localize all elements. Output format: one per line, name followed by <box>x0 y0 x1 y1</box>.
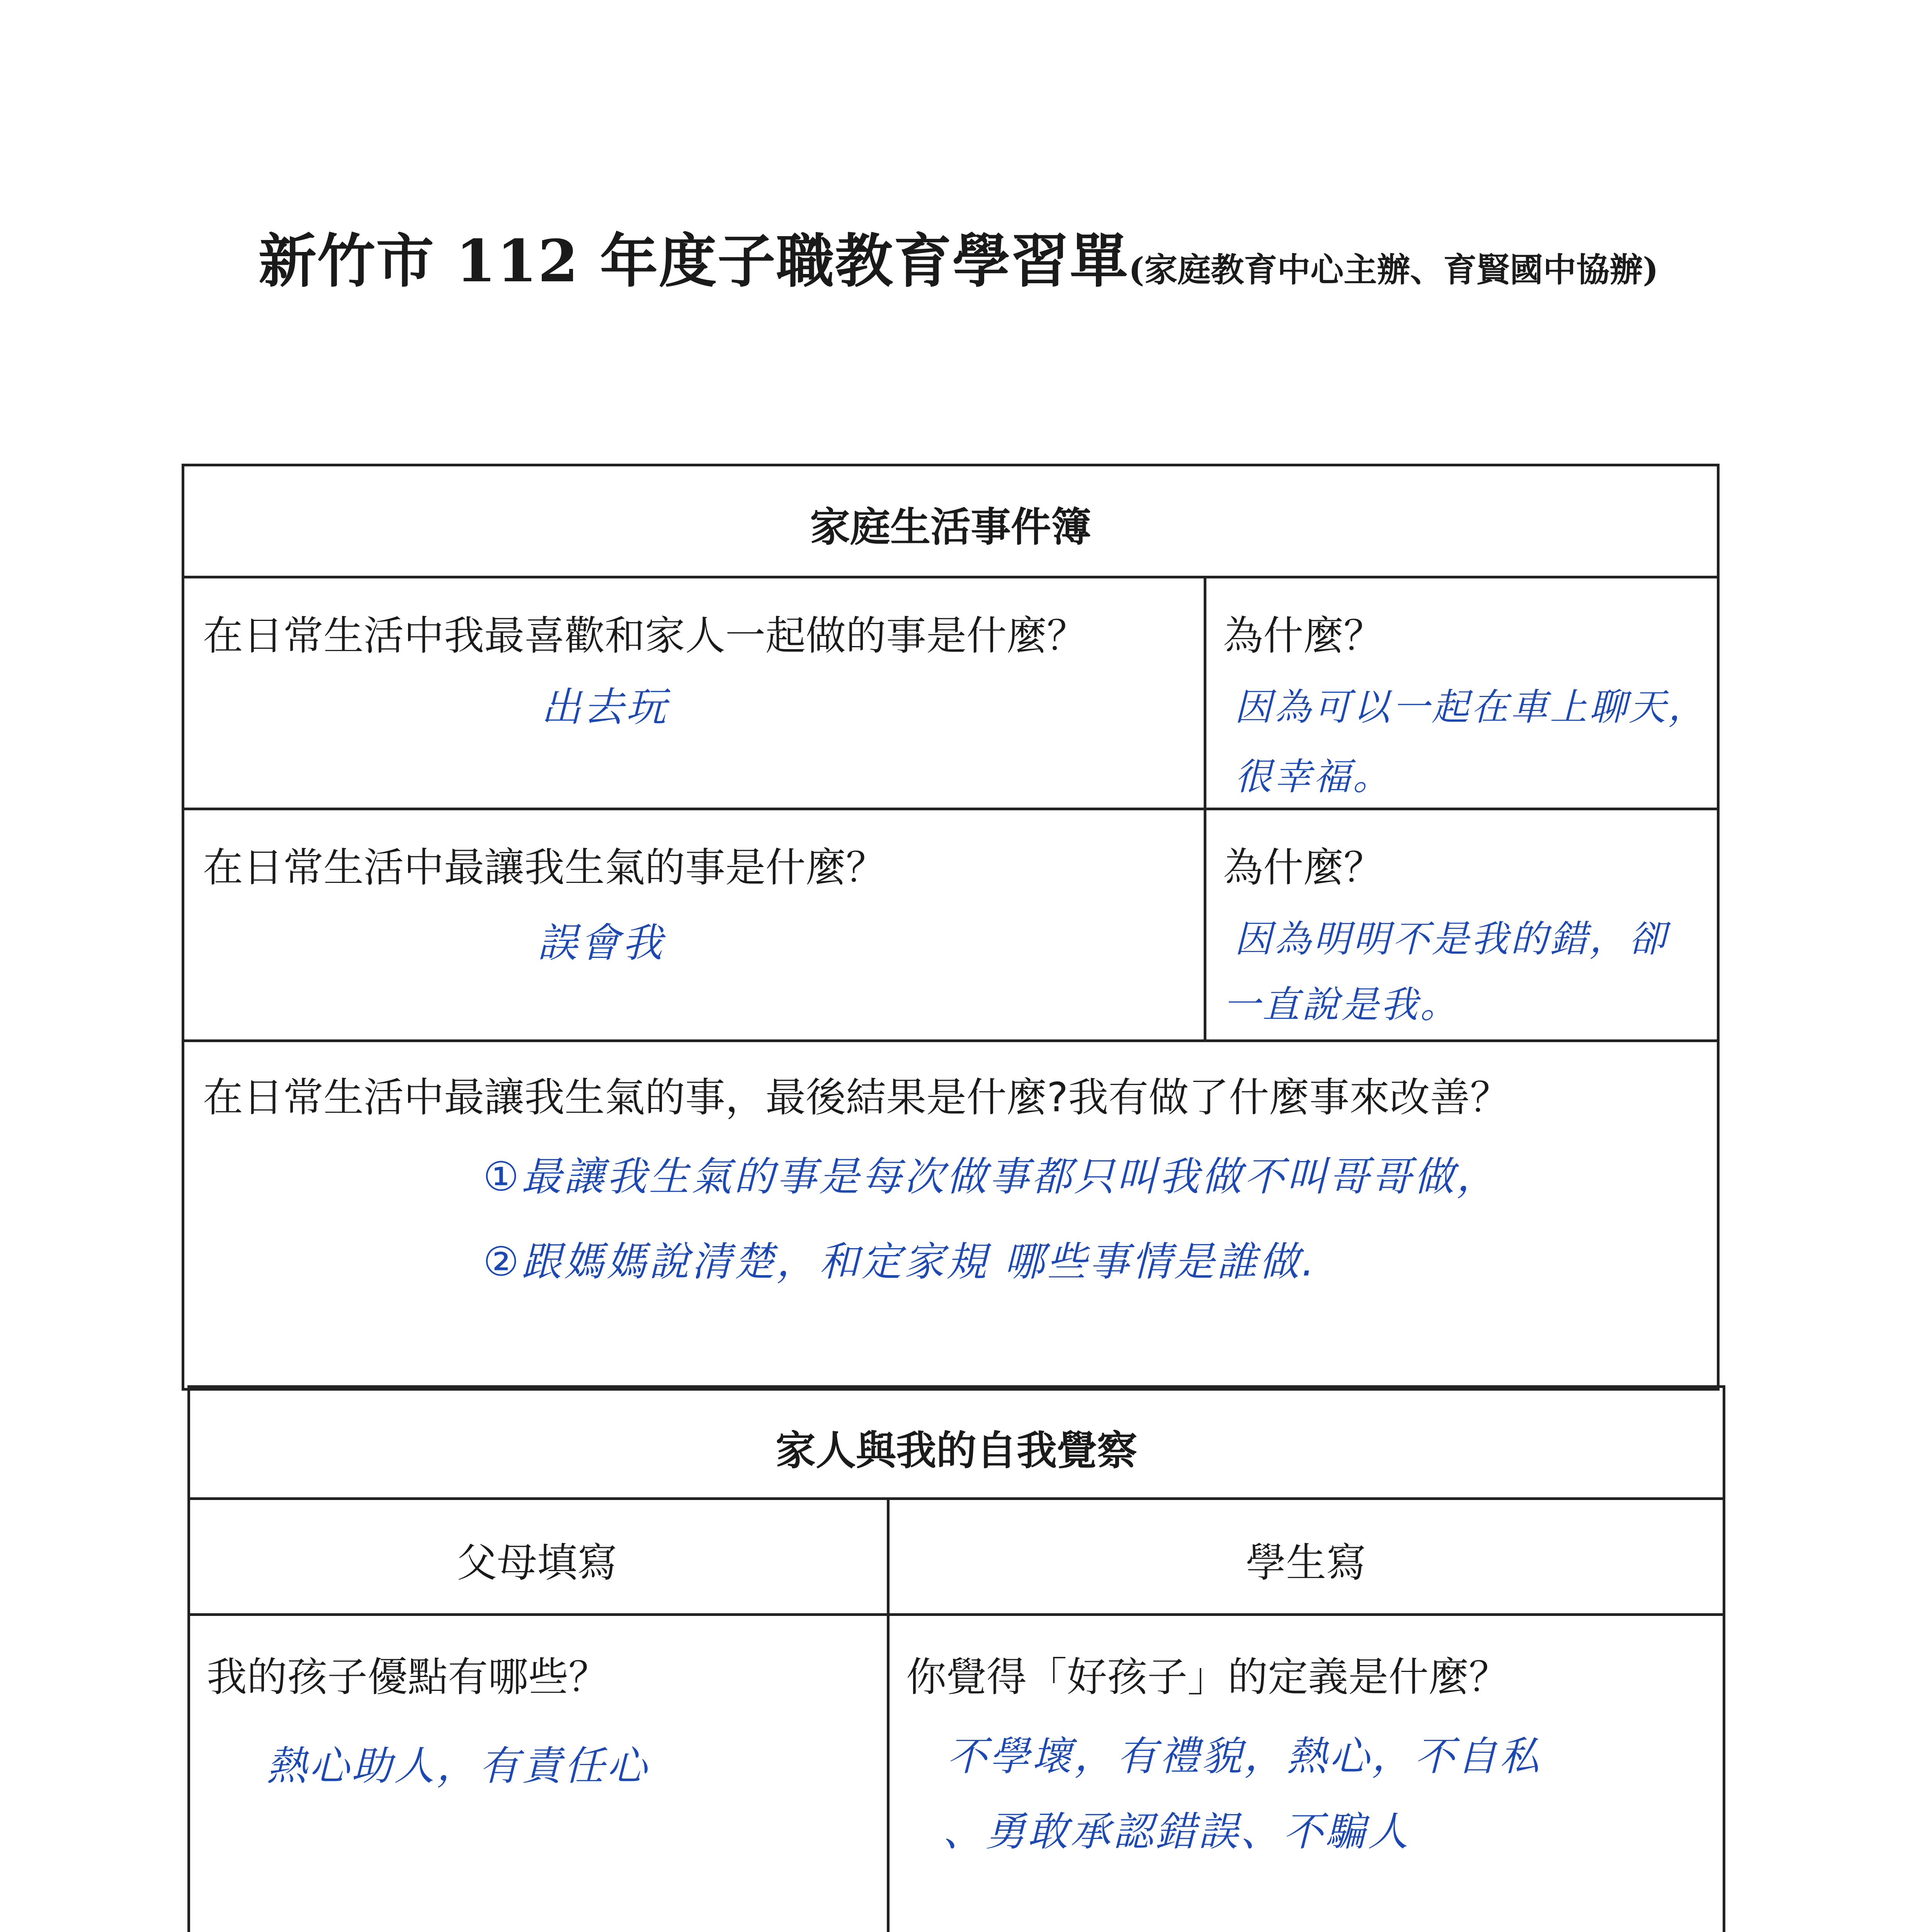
column-header-parent: 父母填寫 <box>456 1539 617 1586</box>
why-answer-2-line1: 因為明明不是我的錯，卻 <box>1235 917 1668 961</box>
divider <box>187 1613 1725 1616</box>
question-angriest-event: 在日常生活中最讓我生氣的事是什麼？ <box>203 844 886 891</box>
answer-result-line1: ①最讓我生氣的事是每次做事都只叫我做不叫哥哥做， <box>483 1153 1499 1200</box>
parent-question-strengths: 我的孩子優點有哪些？ <box>207 1653 609 1701</box>
divider <box>887 1497 890 1932</box>
divider <box>182 1039 1720 1042</box>
answer-favorite-activity: 出去玩 <box>541 684 669 731</box>
why-answer-1-line2: 很幸福。 <box>1235 755 1392 798</box>
why-answer-2-line2: 一直說是我。 <box>1223 983 1459 1026</box>
column-header-student: 學生寫 <box>1245 1539 1366 1586</box>
why-answer-1-line1: 因為可以一起在車上聊天， <box>1235 685 1708 729</box>
divider <box>1204 576 1206 808</box>
student-answer-good-child-line2: 、勇敢承認錯誤、不騙人 <box>943 1808 1411 1855</box>
why-label-2: 為什麼？ <box>1223 844 1384 891</box>
page-title <box>0 214 1917 298</box>
question-favorite-activity: 在日常生活中我最喜歡和家人一起做的事是什麼？ <box>203 612 1087 659</box>
divider <box>187 1497 1725 1500</box>
answer-angriest-event: 誤會我 <box>537 919 665 966</box>
parent-answer-strengths: 熱心助人，有責任心 <box>267 1742 650 1789</box>
section-self-awareness-header: 家人與我的自我覺察 <box>775 1427 1137 1474</box>
student-question-good-child: 你覺得「好孩子」的定義是什麼？ <box>906 1653 1509 1701</box>
divider <box>182 808 1720 810</box>
divider <box>182 576 1720 578</box>
title-main: 新竹市 112 年度子職教育學習單 <box>259 227 1129 295</box>
question-result-improvement: 在日常生活中最讓我生氣的事，最後結果是什麼?我有做了什麼事來改善？ <box>203 1074 1510 1121</box>
answer-result-line2: ②跟媽媽說清楚，和定家規 哪些事情是誰做. <box>483 1238 1317 1285</box>
student-answer-good-child-line1: 不學壞，有禮貌，熱心，不自私 <box>947 1733 1542 1780</box>
title-subtitle: (家庭教育中心主辦、育賢國中協辦) <box>1128 250 1658 289</box>
divider <box>1204 808 1206 1039</box>
section-family-events-header: 家庭生活事件簿 <box>810 503 1091 551</box>
why-label-1: 為什麼？ <box>1223 612 1384 659</box>
